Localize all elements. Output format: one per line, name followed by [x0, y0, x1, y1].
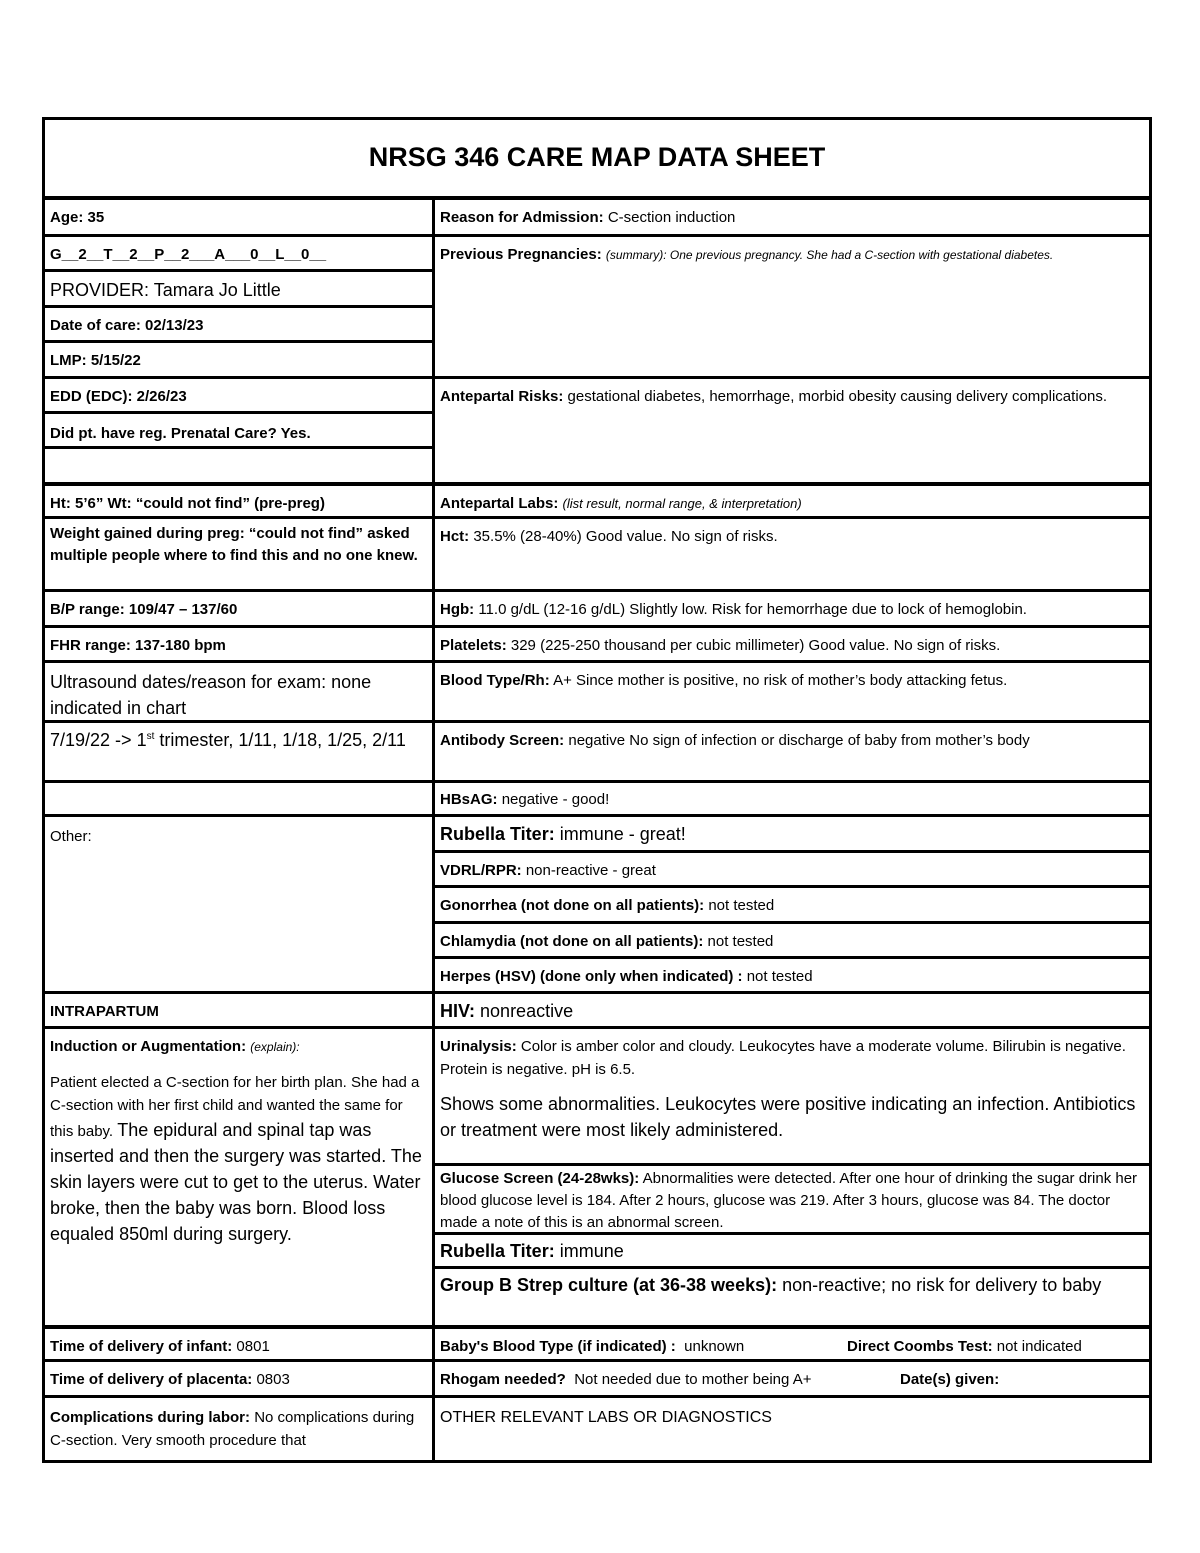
induction-field: [45, 1029, 432, 1325]
glucose-screen-field: Glucose Screen (24-28wks): Abnormalities were detected. After one hour of drinking the sugar drink her blood glucose level is 184. After 2 hours, glucose was 219. After 3 hours, glucose was 84. The doctor made a note of this is an abnormal screen.: [440, 1170, 1138, 1231]
gtpal-field: G__2__T__2__P__2___A___0__L__0__: [50, 246, 327, 263]
urinalysis-field: Urinalysis: Color is amber color and cloudy. Leukocytes have a moderate volume. Bilirubin is negative. Protein is negative. pH is 6.5. Shows some abnormalities. Leukocytes were positive indicating an infection. Antibiotics or treatment were most likely administered.: [435, 1029, 1149, 1163]
induction-text-small: Patient elected a C-section for her birth plan. She had a C-section with her first child and wanted the same for this baby.: [50, 1074, 420, 1140]
antepartal-risks-field: Antepartal Risks: gestational diabetes, hemorrhage, morbid obesity causing delivery complications.: [440, 388, 1108, 405]
vdrl-field: VDRL/RPR: non-reactive - great: [440, 862, 656, 879]
lmp-field: LMP: 5/15/22: [50, 352, 141, 369]
ultrasound-dates-field: 7/19/22 -> 1st trimester, 1/11, 1/18, 1/25, 2/11: [50, 730, 406, 750]
previous-pregnancies-field: Previous Pregnancies: (summary): One previous pregnancy. She had a C-section with gestational diabetes.: [440, 246, 1054, 263]
gbs-culture-field: Group B Strep culture (at 36-38 weeks): non-reactive; no risk for delivery to baby: [440, 1275, 1102, 1295]
antibody-screen-field: Antibody Screen: negative No sign of infection or discharge of baby from mother’s body: [440, 732, 1030, 749]
date-of-care-field: Date of care: 02/13/23: [50, 317, 204, 334]
fhr-range-field: FHR range: 137-180 bpm: [50, 637, 226, 654]
gonorrhea-field: Gonorrhea (not done on all patients): not tested: [440, 897, 775, 914]
induction-text-large: The epidural and spinal tap was inserted and then the surgery was started. The skin layers were cut to get to the uterus. Water broke, then the baby was born. Blood loss equaled 850ml during surgery.: [50, 1120, 422, 1244]
blood-type-field: Blood Type/Rh: A+ Since mother is positive, no risk of mother’s body attacking fetus.: [440, 672, 1008, 689]
provider-field: PROVIDER: Tamara Jo Little: [50, 280, 281, 300]
bp-range-field: B/P range: 109/47 – 137/60: [50, 601, 238, 618]
hiv-field: HIV: nonreactive: [440, 1001, 574, 1021]
induction-hint: (explain):: [250, 1040, 300, 1054]
rubella-titer-field-2: Rubella Titer: immune: [440, 1241, 624, 1261]
age-field: Age: 35: [50, 209, 105, 226]
height-weight-field: Ht: 5’6” Wt: “could not find” (pre-preg): [50, 495, 325, 512]
other-field: Other:: [50, 828, 92, 845]
chlamydia-field: Chlamydia (not done on all patients): not tested: [440, 933, 774, 950]
edd-field: EDD (EDC): 2/26/23: [50, 388, 187, 405]
care-map-sheet: [42, 117, 1152, 1463]
rubella-titer-field: Rubella Titer: immune - great!: [440, 824, 686, 844]
time-placenta-field: Time of delivery of placenta: 0803: [50, 1371, 290, 1388]
empty-left-cell: [45, 449, 432, 482]
empty-left-cell-2: [45, 783, 432, 814]
platelets-field: Platelets: 329 (225-250 thousand per cubic millimeter) Good value. No sign of risks.: [440, 637, 1001, 654]
time-infant-field: Time of delivery of infant: 0801: [50, 1338, 270, 1355]
rhogam-field: Rhogam needed? Not needed due to mother being A+ Date(s) given:: [440, 1371, 1000, 1388]
hgb-field: Hgb: 11.0 g/dL (12-16 g/dL) Slightly low. Risk for hemorrhage due to lock of hemoglobin.: [440, 601, 1027, 618]
induction-label: Induction or Augmentation:: [50, 1038, 247, 1055]
page-title: NRSG 346 CARE MAP DATA SHEET: [368, 142, 826, 172]
reason-admission-field: Reason for Admission: C-section induction: [440, 209, 736, 226]
weight-gained-field: Weight gained during preg: “could not find” asked multiple people where to find this and no one knew.: [50, 525, 418, 564]
other-labs-field: OTHER RELEVANT LABS OR DIAGNOSTICS: [440, 1409, 772, 1426]
hct-field: Hct: 35.5% (28-40%) Good value. No sign of risks.: [440, 528, 778, 545]
ultrasound-field: Ultrasound dates/reason for exam: none indicated in chart: [50, 672, 372, 718]
urinalysis-note: Shows some abnormalities. Leukocytes were positive indicating an infection. Antibiotics or treatment were most likely administered.: [440, 1094, 1136, 1140]
intrapartum-heading: INTRAPARTUM: [50, 1003, 159, 1020]
prenatal-care-field: Did pt. have reg. Prenatal Care? Yes.: [50, 425, 311, 442]
herpes-field: Herpes (HSV) (done only when indicated) : not tested: [440, 968, 813, 985]
complications-field: Complications during labor: No complications during C-section. Very smooth procedure that: [50, 1409, 415, 1449]
baby-blood-type-field: Baby's Blood Type (if indicated) : unknown Direct Coombs Test: not indicated: [440, 1338, 1082, 1355]
antepartal-labs-heading: Antepartal Labs: (list result, normal range, & interpretation): [440, 495, 802, 512]
hbsag-field: HBsAG: negative - good!: [440, 791, 610, 808]
